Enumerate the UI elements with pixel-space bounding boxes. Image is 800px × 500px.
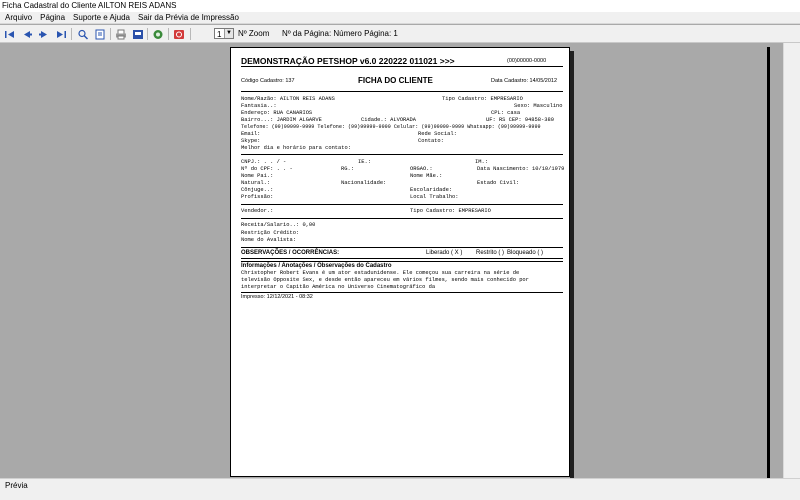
page-number-label: Nº da Página: Número Página: 1 [282,29,398,38]
menu-pagina[interactable]: Página [40,13,66,22]
field-telefones: Telefone: (99)99999-9999 Telefone: (99)99999-9999 Celular: (99)99999-9999 Whatsapp: (99)99999-9999 [241,124,541,130]
page-setup-icon[interactable] [93,28,107,41]
open-icon[interactable] [151,28,165,41]
field-cpf: Nº do CPF: . . - [241,166,293,172]
info-line-3: interpretar o Capitão América no Universo Cinematográfico da [241,284,436,290]
close-icon[interactable] [172,28,186,41]
field-cnpj: CNPJ.: . . / - [241,159,287,165]
field-cpl: CPL: casa [491,110,521,116]
menu-sair-previa[interactable]: Sair da Prévia de Impressão [137,13,239,22]
next-page-icon[interactable] [37,28,51,41]
menu-suporte-ajuda[interactable]: Suporte e Ajuda [73,13,130,22]
field-ie: IE.: [358,159,371,165]
field-im: IM.: [475,159,488,165]
field-restricao: Restrição Crédito: [241,230,300,236]
info-title: Informações / Anotações / Observações do Cadastro [241,263,392,269]
field-tipo-cadastro-2: Tipo Cadastro: EMPRESARIO [410,208,491,214]
print-icon[interactable] [114,28,128,41]
zoom-value: 1 [217,30,222,39]
field-natural: Natural.: [241,180,271,186]
field-data-nascimento: Data Nascimento: 10/10/1979 [477,166,565,172]
field-tipo-cadastro: Tipo Cadastro: EMPRESARIO [442,96,523,102]
field-nome-pai: Nome Pai.: [241,173,274,179]
field-bairro: Bairro...: JARDIM ALGARVE [241,117,322,123]
field-skype: Skype: [241,138,261,144]
previous-page-icon[interactable] [20,28,34,41]
toolbar [0,25,800,43]
export-icon[interactable] [131,28,145,41]
field-nome: Nome/Razão: AILTON REIS ADANS [241,96,335,102]
info-line-1: Christopher Robert Evans é um ator estadunidense. Ele começou sua carreira na série de [241,270,520,276]
field-profissao: Profissão: [241,194,274,200]
field-receita: Receita/Salario..: 0,00 [241,222,316,228]
field-estado-civil: Estado Civil: [477,180,520,186]
field-orgao: ORGAO.: [410,166,433,172]
field-nome-mae: Nome Mãe.: [410,173,443,179]
field-uf-cep: UF: RS CEP: 94858-380 [486,117,554,123]
data-cadastro: Data Cadastro: 14/05/2012 [491,78,558,84]
field-conjuge: Cônjuge..: [241,187,274,193]
page-shadow [570,51,574,478]
menu-bar [0,12,800,24]
field-sexo: Sexo: Masculino [514,103,563,109]
zoom-select[interactable] [214,28,234,39]
report-phone: (00)00000-0000 [507,58,547,64]
field-cidade: Cidade.: ALVORADA [361,117,416,123]
last-page-icon[interactable] [54,28,68,41]
field-email: Email: [241,131,261,137]
report-title: FICHA DO CLIENTE [358,76,433,85]
field-melhor-dia: Melhor dia e horário para contato: [241,145,351,151]
vertical-scrollbar[interactable] [783,43,800,478]
info-line-2: televisão Opposite Sex, e desde então apareceu em vários filmes, sendo mais conhecido por [241,277,529,283]
field-endereco: Endereço: RUA CANARIOS [241,110,313,116]
menu-arquivo[interactable]: Arquivo [5,13,33,22]
report-heading: DEMONSTRAÇÃO PETSHOP v6.0 220222 011021 >>> [241,56,455,66]
field-vendedor: Vendedor.: [241,208,274,214]
impresso: Impresso: 12/12/2021 - 08:32 [241,294,313,300]
status-restrito: Restrito ( ) [476,250,505,256]
obs-title: OBSERVAÇÕES / OCORRÊNCIAS: [241,250,340,256]
field-nacionalidade: Nacionalidade: [341,180,387,186]
field-rede-social: Rede Social: [418,131,457,137]
field-contato: Contato: [418,138,444,144]
field-rg: RG.: [341,166,354,172]
status-text: Prévia [5,481,28,490]
chevron-down-icon: ▼ [224,29,233,38]
status-bloqueado: Bloqueado ( ) [507,250,544,256]
zoom-icon[interactable] [76,28,90,41]
status-bar [0,478,800,500]
codigo-cadastro: Código Cadastro: 137 [241,78,295,84]
zoom-label: Nº Zoom [238,29,270,38]
first-page-icon[interactable] [3,28,17,41]
field-local-trabalho: Local Trabalho: [410,194,459,200]
field-avalista: Nome do Avalista: [241,237,296,243]
page-edge [767,47,770,478]
status-liberado: Liberado ( X ) [426,250,463,256]
window-title: Ficha Cadastral do Cliente AILTON REIS ADANS [0,0,800,12]
field-fantasia: Fantasia..: [241,103,277,109]
field-escolaridade: Escolaridade: [410,187,453,193]
